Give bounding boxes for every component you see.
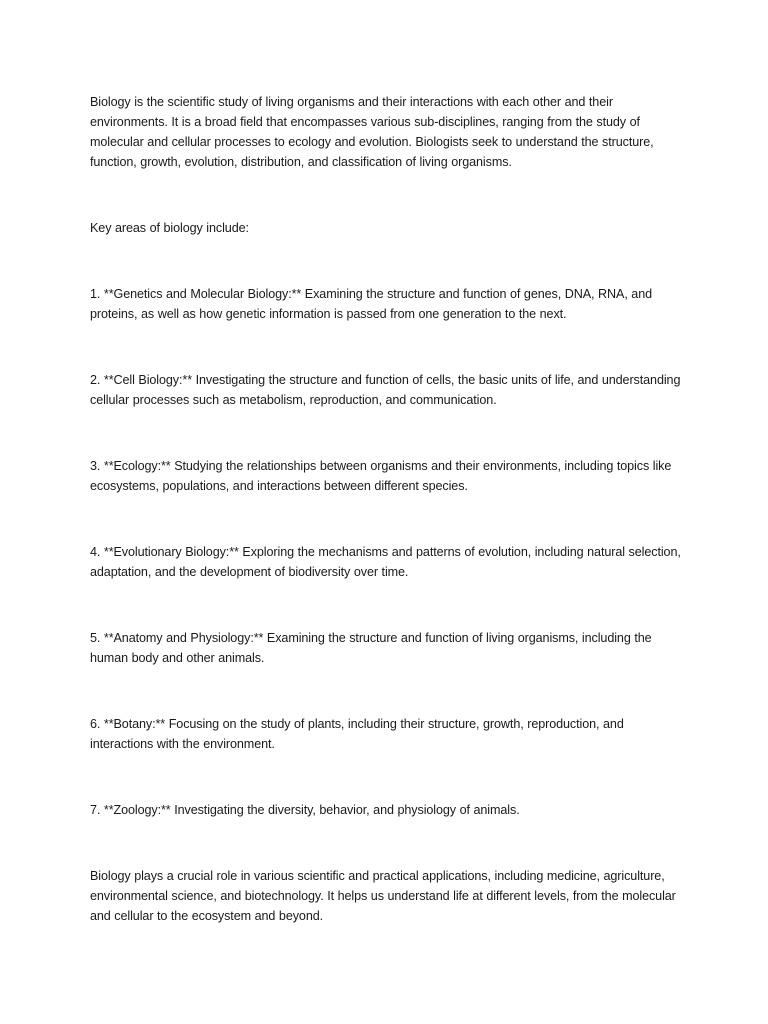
- list-item-anatomy-physiology: 5. **Anatomy and Physiology:** Examining the structure and function of living organisms, including the human body and other animals.: [90, 631, 652, 665]
- document-body: [90, 92, 690, 926]
- list-item-cell-biology: 2. **Cell Biology:** Investigating the structure and function of cells, the basic units of life, and understanding cellular processes such as metabolism, reproduction, and communication.: [90, 373, 681, 407]
- list-item-evolutionary-biology: 4. **Evolutionary Biology:** Exploring the mechanisms and patterns of evolution, including natural selection, adaptation, and the development of biodiversity over time.: [90, 545, 681, 579]
- intro-paragraph: Biology is the scientific study of living organisms and their interactions with each other and their environments. It is a broad field that encompasses various sub-disciplines, ranging from the study of molecular and cellular processes to ecology and evolution. Biologists seek to understand the structure, function, growth, evolution, distribution, and classification of living organisms.: [90, 95, 654, 169]
- list-item-ecology: 3. **Ecology:** Studying the relationships between organisms and their environments, including topics like ecosystems, populations, and interactions between different species.: [90, 459, 672, 493]
- list-item-botany: 6. **Botany:** Focusing on the study of plants, including their structure, growth, reproduction, and interactions with the environment.: [90, 717, 624, 751]
- list-item-zoology: 7. **Zoology:** Investigating the diversity, behavior, and physiology of animals.: [90, 803, 520, 817]
- closing-paragraph: Biology plays a crucial role in various scientific and practical applications, including medicine, agriculture, environmental science, and biotechnology. It helps us understand life at different levels, from the molecular and cellular to the ecosystem and beyond.: [90, 869, 676, 923]
- list-item-genetics: 1. **Genetics and Molecular Biology:** Examining the structure and function of genes, DNA, RNA, and proteins, as well as how genetic information is passed from one generation to the next.: [90, 287, 653, 321]
- key-areas-heading: Key areas of biology include:: [90, 221, 249, 235]
